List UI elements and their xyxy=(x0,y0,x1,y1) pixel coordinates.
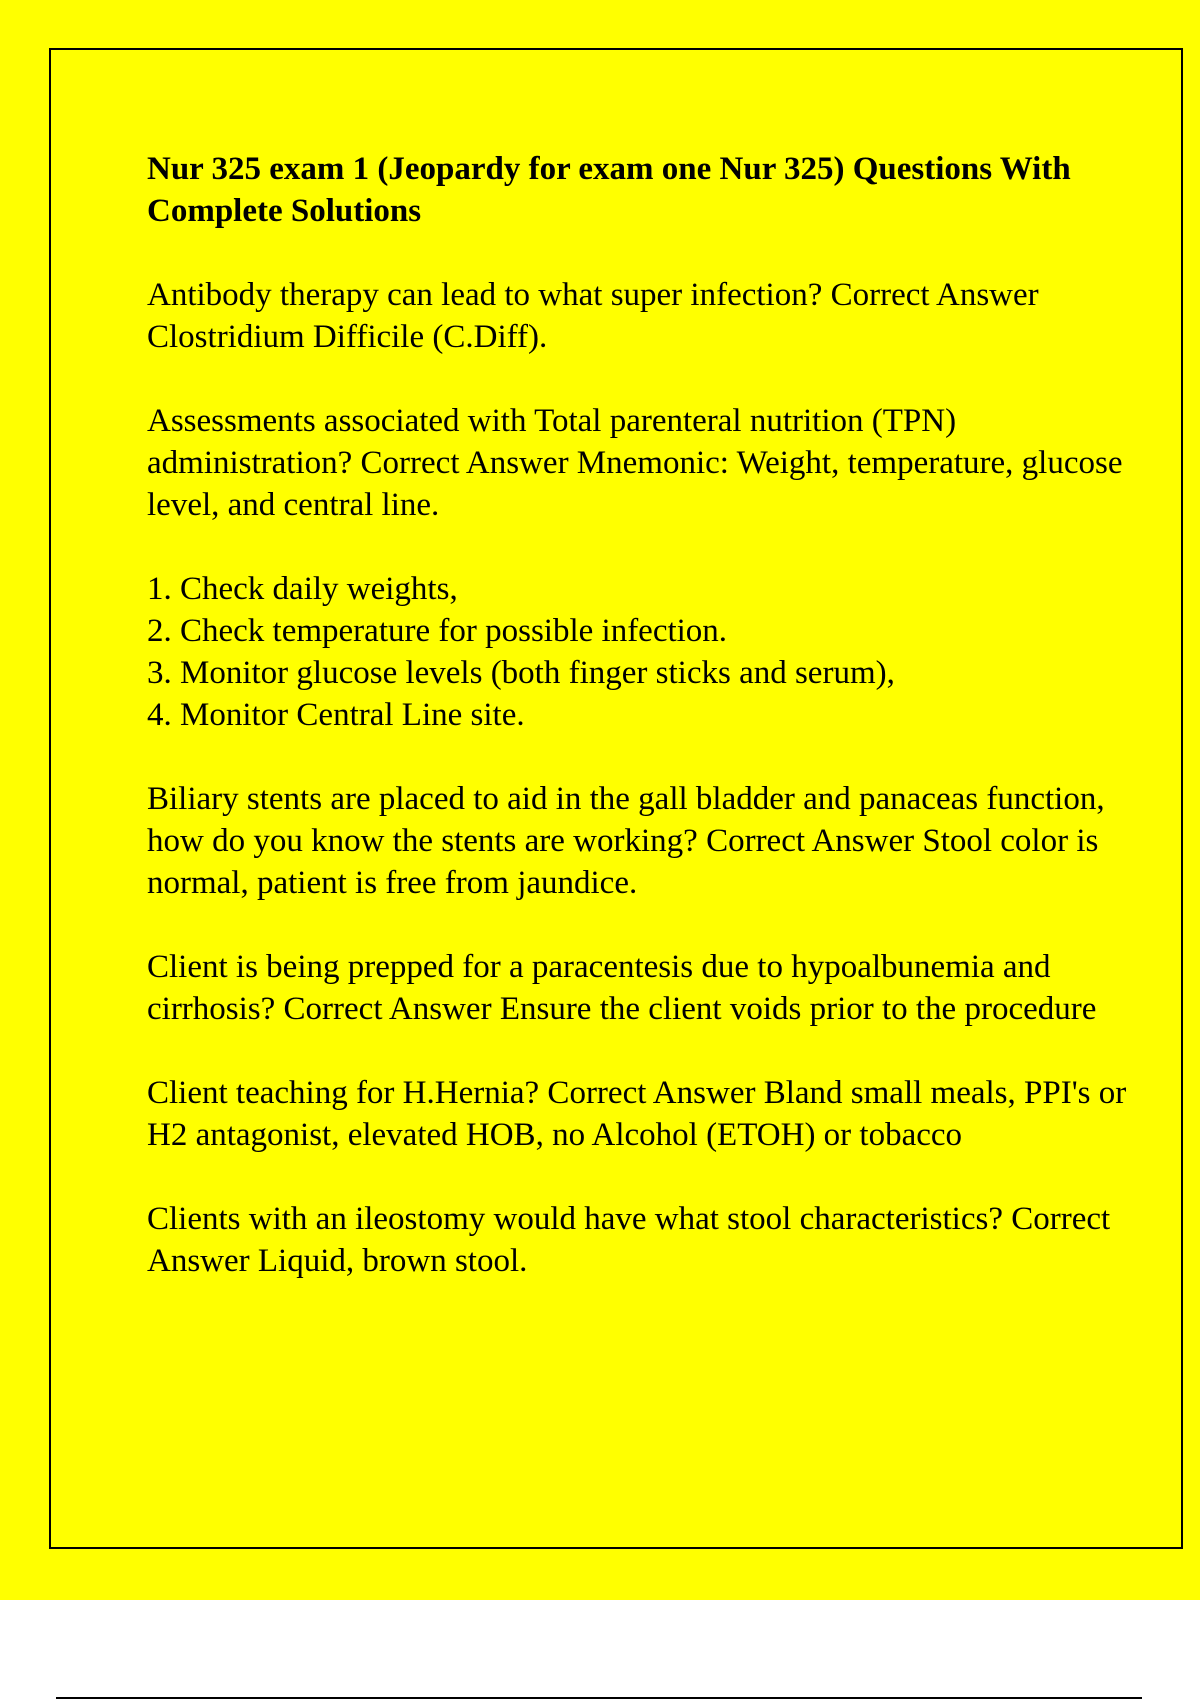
qa-text: Client is being prepped for a paracentesis due to hypoalbunemia and cirrhosis? Correct Answer Ensure the client voids prior to the procedure xyxy=(147,949,1097,1027)
assessment-list xyxy=(147,568,1147,736)
list-item: 1. Check daily weights, xyxy=(147,571,458,607)
qa-text: Client teaching for H.Hernia? Correct Answer Bland small meals, PPI's or H2 antagonist, elevated HOB, no Alcohol (ETOH) or tobacco xyxy=(147,1075,1127,1153)
footer-divider xyxy=(56,1697,1142,1699)
qa-item xyxy=(147,1198,1147,1282)
qa-item xyxy=(147,778,1147,904)
document-content xyxy=(147,148,1147,1324)
qa-item xyxy=(147,274,1147,358)
list-item: 2. Check temperature for possible infection. xyxy=(147,613,728,649)
qa-item xyxy=(147,400,1147,526)
qa-text: Biliary stents are placed to aid in the gall bladder and panaceas function, how do you know the stents are working? Correct Answer Stool color is normal, patient is free from jaundice. xyxy=(147,781,1105,901)
document-title: Nur 325 exam 1 (Jeopardy for exam one Nur 325) Questions With Complete Solutions xyxy=(147,151,1071,229)
content-border-box xyxy=(49,48,1183,1549)
qa-text: Assessments associated with Total parenteral nutrition (TPN) administration? Correct Answer Mnemonic: Weight, temperature, glucose level, and central line. xyxy=(147,403,1123,523)
qa-item xyxy=(147,1072,1147,1156)
qa-item xyxy=(147,946,1147,1030)
list-item: 3. Monitor glucose levels (both finger sticks and serum), xyxy=(147,655,895,691)
list-item: 4. Monitor Central Line site. xyxy=(147,697,525,733)
qa-text: Antibody therapy can lead to what super infection? Correct Answer Clostridium Difficile (C.Diff). xyxy=(147,277,1039,355)
qa-text: Clients with an ileostomy would have what stool characteristics? Correct Answer Liquid, brown stool. xyxy=(147,1201,1111,1279)
